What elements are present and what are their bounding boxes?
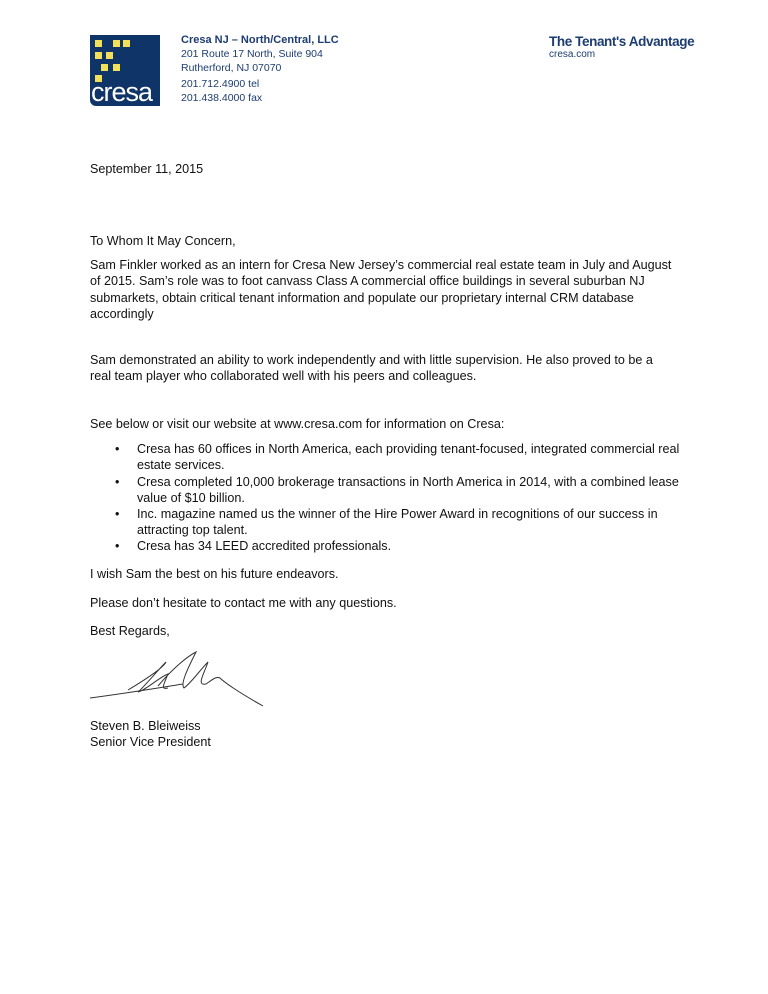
address-line-1: 201 Route 17 North, Suite 904 bbox=[181, 48, 323, 60]
para1-line: of 2015. Sam’s role was to foot canvass Class A commercial office buildings in several suburban NJ bbox=[90, 274, 645, 289]
address-line-2: Rutherford, NJ 07070 bbox=[181, 62, 282, 74]
company-name: Cresa NJ – North/Central, LLC bbox=[181, 34, 339, 46]
logo-text: cresa bbox=[91, 77, 153, 107]
salutation: To Whom It May Concern, bbox=[90, 234, 236, 248]
wish-line: I wish Sam the best on his future endeavors. bbox=[90, 567, 339, 581]
signer-title: Senior Vice President bbox=[90, 735, 211, 749]
para1-line: Sam Finkler worked as an intern for Cresa New Jersey’s commercial real estate team in July and August bbox=[90, 258, 672, 272]
paragraph-2 bbox=[90, 352, 653, 385]
tagline: The Tenant's Advantage bbox=[549, 34, 695, 49]
phone-fax: 201.438.4000 fax bbox=[181, 92, 263, 104]
letterhead-address bbox=[181, 33, 339, 105]
cresa-logo bbox=[90, 35, 160, 106]
para1-line: submarkets, obtain critical tenant information and populate our proprietary internal CRM database bbox=[90, 290, 634, 305]
intro-line: See below or visit our website at www.cresa.com for information on Cresa: bbox=[90, 417, 505, 431]
letter-page: cresa Cresa NJ – North/Central, LLC 201 Route 17 North, Suite 904 Rutherford, NJ 07070 201.712.4900 tel 201.438.4000 fax The Tenant's Advantage cresa.com September 11, 2015 To Whom It May Concern, Sam Finkler worked as an intern for Cresa New Jersey’s commercial real estate team in July and August of 2015. Sam’s role was to foot canvass Class A commercial office buildings in several suburban NJ submarkets, obtain critical tenant information and populate our proprietary internal CRM database accordingly Sam demonstrated an ability to work independently and with little supervision. He also proved to be a real team player who collaborated well with his peers and colleagues. See below or visit our website at www.cresa.com for information on Cresa: • Cresa has 60 offices in North America, each providing tenant-focused, integrated commercial real estate services. • Cresa completed 10,000 brokerage transactions in North America in 2014, with a combined lease value of $10 billion. • Inc. magazine named us the winner of the Hire Power Award in recognitions of our success in attracting top talent. • Cresa has 34 LEED accredited professionals. I wish Sam the best on his future endeavors. Please don’t hesitate to contact me with any questions. Best Regards, Steven B. Bleiweiss Senior Vice President bbox=[0, 0, 768, 994]
letter-date: September 11, 2015 bbox=[90, 162, 204, 176]
contact-line: Please don’t hesitate to contact me with any questions. bbox=[90, 596, 397, 610]
para2-line: real team player who collaborated well with his peers and colleagues. bbox=[90, 369, 477, 384]
para2-line: Sam demonstrated an ability to work independently and with little supervision. He also proved to be a bbox=[90, 353, 653, 367]
website: cresa.com bbox=[549, 49, 596, 60]
phone-tel: 201.712.4900 tel bbox=[181, 78, 260, 90]
paragraph-1 bbox=[90, 257, 671, 322]
closing: Best Regards, bbox=[90, 624, 170, 638]
signer-name: Steven B. Bleiweiss bbox=[90, 719, 201, 733]
para1-line: accordingly bbox=[90, 306, 154, 321]
signature bbox=[88, 648, 268, 712]
